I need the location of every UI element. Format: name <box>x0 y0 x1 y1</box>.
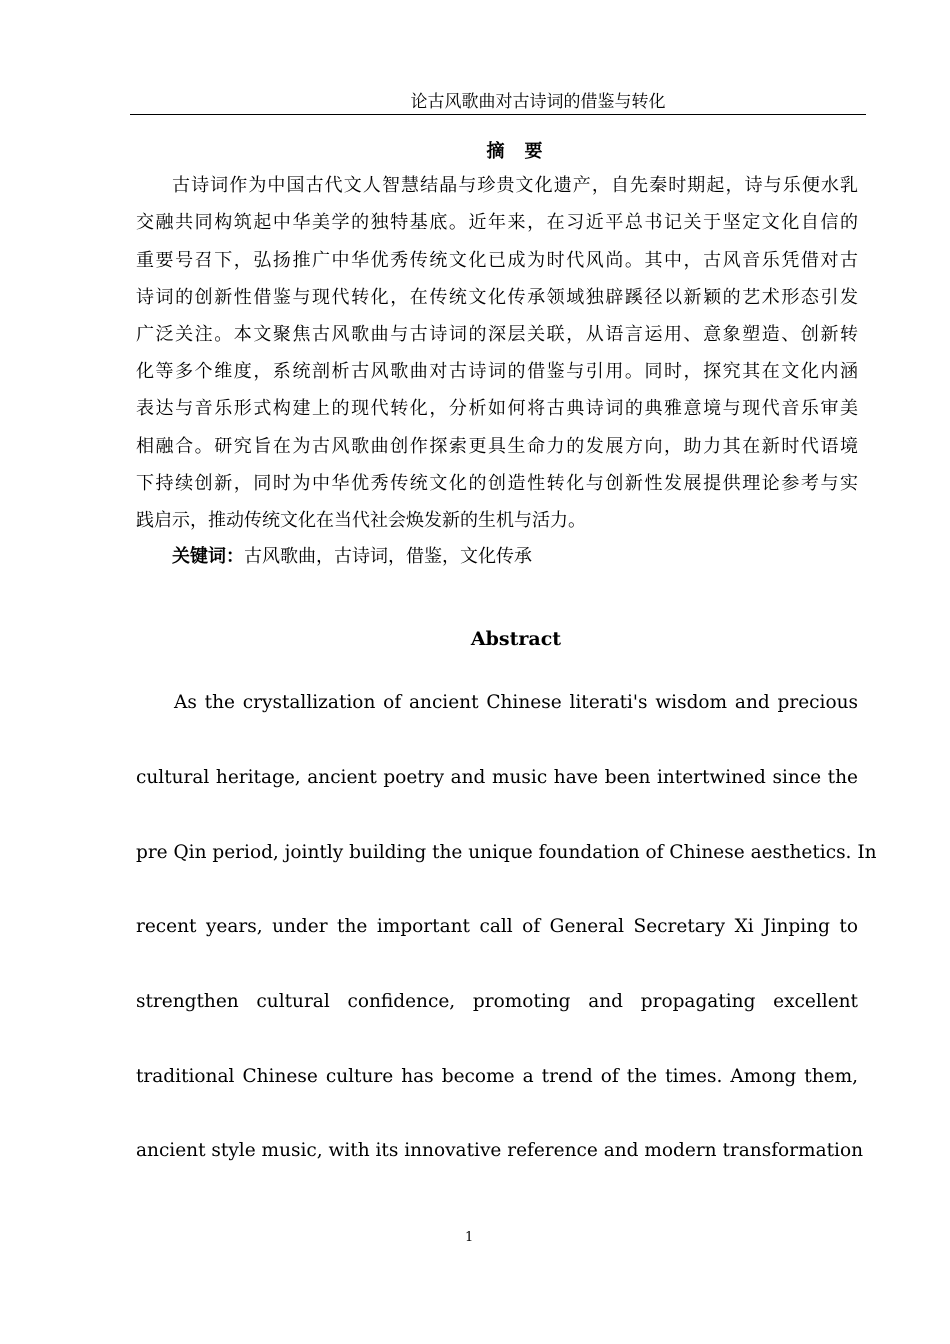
abstract-cn-line: 重要号召下，弘扬推广中华优秀传统文化已成为时代风尚。其中，古风音乐凭借对古 <box>136 250 858 271</box>
keywords <box>172 545 532 569</box>
abstract-cn-line: 诗词的创新性借鉴与现代转化，在传统文化传承领域独辟蹊径以新颖的艺术形态引发 <box>136 287 858 308</box>
abstract-en-line: recent years, under the important call of General Secretary Xi Jinping to <box>136 916 858 937</box>
abstract-en-line: strengthen cultural confidence, promoting and propagating excellent <box>136 991 858 1012</box>
running-header: 论古风歌曲对古诗词的借鉴与转化 <box>130 90 866 115</box>
abstract-en-title: Abstract <box>470 628 562 650</box>
abstract-cn-line: 交融共同构筑起中华美学的独特基底。近年来，在习近平总书记关于坚定文化自信的 <box>136 212 858 233</box>
abstract-en-line: ancient style music, with its innovative reference and modern transformation <box>136 1140 864 1161</box>
keywords-value: 古风歌曲，古诗词，借鉴，文化传承 <box>244 546 532 567</box>
abstract-cn-line: 相融合。研究旨在为古风歌曲创作探索更具生命力的发展方向，助力其在新时代语境 <box>136 436 858 457</box>
abstract-cn-line: 表达与音乐形式构建上的现代转化，分析如何将古典诗词的典雅意境与现代音乐审美 <box>136 398 858 419</box>
abstract-cn-title: 摘 要 <box>486 141 544 162</box>
abstract-cn-line: 广泛关注。本文聚焦古风歌曲与古诗词的深层关联，从语言运用、意象塑造、创新转 <box>136 324 858 345</box>
abstract-en-line: pre Qin period, jointly building the unique foundation of Chinese aesthetics. In <box>136 842 877 863</box>
abstract-cn-line: 古诗词作为中国古代文人智慧结晶与珍贵文化遗产，自先秦时期起，诗与乐便水乳 <box>172 175 858 196</box>
abstract-en-line: As the crystallization of ancient Chinese literati's wisdom and precious <box>174 692 858 713</box>
abstract-cn-line: 化等多个维度，系统剖析古风歌曲对古诗词的借鉴与引用。同时，探究其在文化内涵 <box>136 361 858 382</box>
abstract-cn-line: 践启示，推动传统文化在当代社会焕发新的生机与活力。 <box>136 510 586 531</box>
abstract-en-line: cultural heritage, ancient poetry and music have been intertwined since the <box>136 767 858 788</box>
abstract-cn-line: 下持续创新，同时为中华优秀传统文化的创造性转化与创新性发展提供理论参考与实 <box>136 473 858 494</box>
keywords-label: 关键词： <box>172 546 244 567</box>
page-number: 1 <box>465 1230 474 1245</box>
abstract-en-line: traditional Chinese culture has become a trend of the times. Among them, <box>136 1066 858 1087</box>
